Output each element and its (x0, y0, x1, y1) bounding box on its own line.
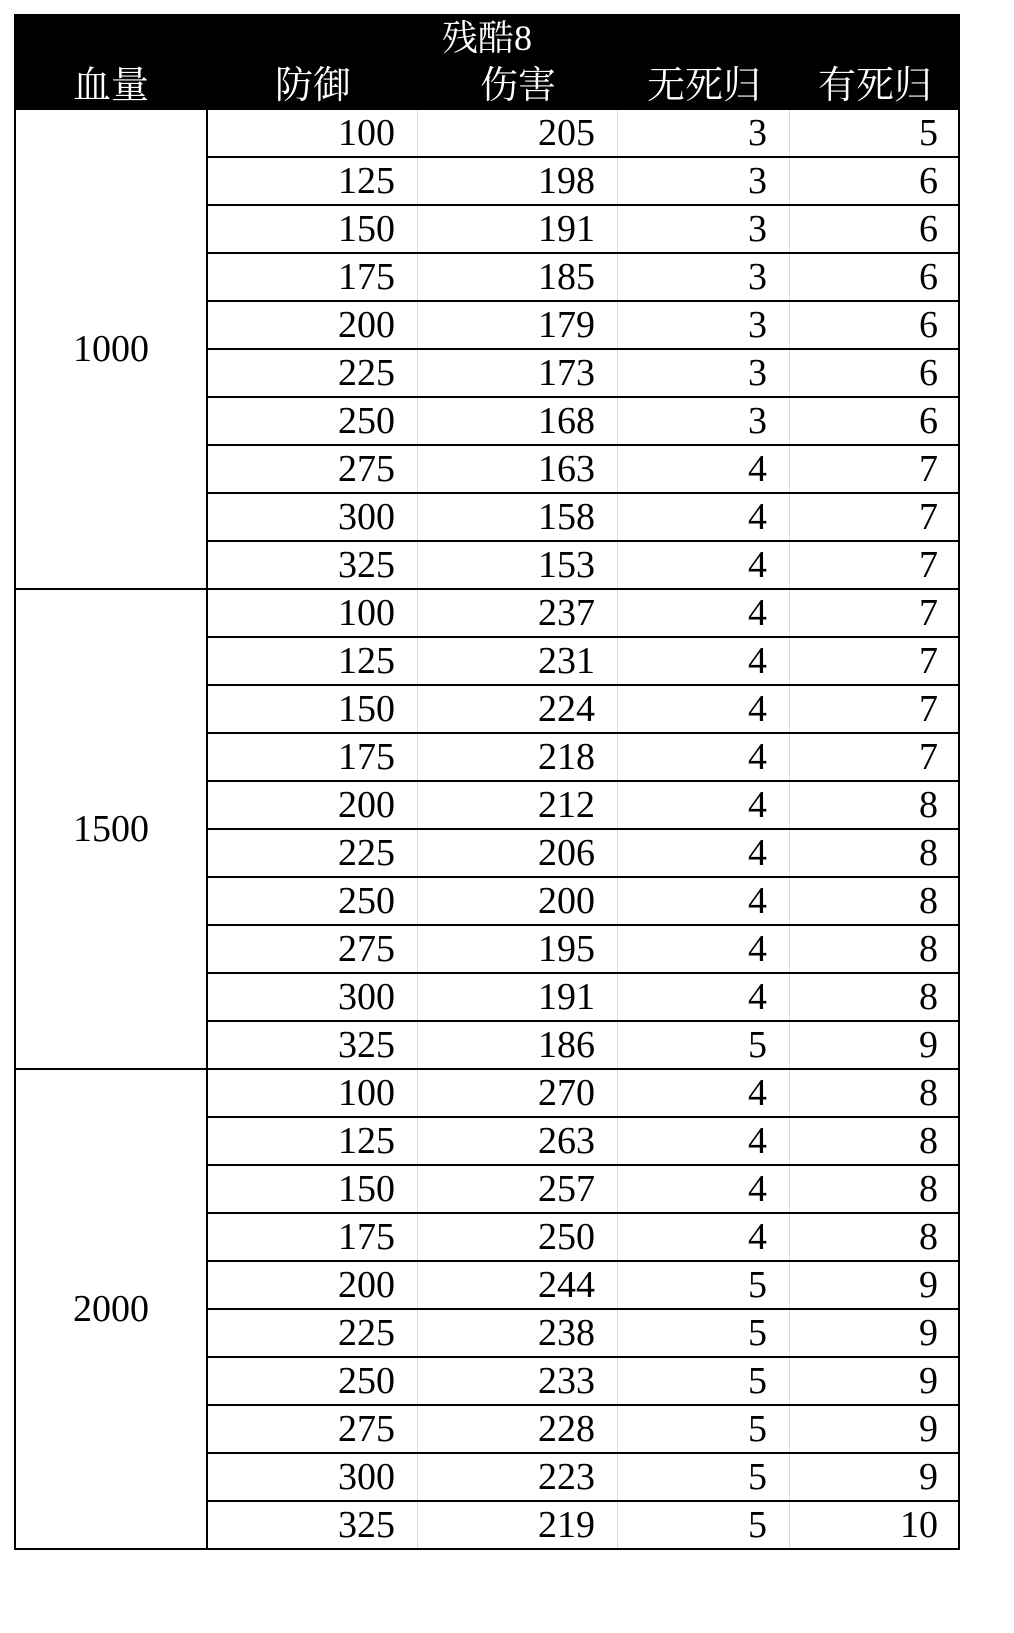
defense-cell: 150 (208, 1166, 418, 1212)
damage-cell: 257 (418, 1166, 618, 1212)
table-row (208, 1452, 960, 1500)
with-death-return-cell: 7 (919, 592, 938, 634)
defense-cell: 300 (208, 494, 418, 540)
damage-cell: 198 (418, 158, 618, 204)
damage-cell: 237 (418, 590, 618, 636)
with-death-return-cell: 9 (919, 1312, 938, 1354)
no-death-return-cell: 5 (618, 1262, 790, 1308)
table-row (208, 924, 960, 972)
damage-cell: 186 (418, 1022, 618, 1068)
group-rows (208, 1070, 960, 1548)
defense-cell: 300 (208, 974, 418, 1020)
damage-cell: 250 (418, 1214, 618, 1260)
defense-cell: 175 (208, 254, 418, 300)
defense-cell: 325 (208, 1502, 418, 1548)
with-death-return-cell: 6 (919, 256, 938, 298)
no-death-return-cell: 4 (618, 734, 790, 780)
table-row (208, 492, 960, 540)
table-row (208, 204, 960, 252)
data-table (14, 14, 960, 1550)
header-damage: 伤害 (479, 65, 556, 107)
defense-cell: 175 (208, 1214, 418, 1260)
no-death-return-cell: 3 (618, 254, 790, 300)
with-death-return-cell: 8 (919, 832, 938, 874)
damage-cell: 219 (418, 1502, 618, 1548)
table-row (208, 590, 960, 636)
damage-cell: 270 (418, 1070, 618, 1116)
no-death-return-cell: 3 (618, 206, 790, 252)
damage-cell: 153 (418, 542, 618, 588)
damage-cell: 205 (418, 110, 618, 156)
no-death-return-cell: 3 (618, 350, 790, 396)
with-death-return-cell: 6 (919, 400, 938, 442)
defense-cell: 100 (208, 1070, 418, 1116)
no-death-return-cell: 4 (618, 926, 790, 972)
table-row (208, 300, 960, 348)
damage-cell: 200 (418, 878, 618, 924)
defense-cell: 175 (208, 734, 418, 780)
defense-cell: 125 (208, 1118, 418, 1164)
with-death-return-cell: 8 (919, 784, 938, 826)
table-row (208, 540, 960, 588)
with-death-return-cell: 9 (919, 1264, 938, 1306)
table-row (208, 1356, 960, 1404)
table-row (208, 1164, 960, 1212)
damage-cell: 224 (418, 686, 618, 732)
with-death-return-cell: 7 (919, 544, 938, 586)
with-death-return-cell: 6 (919, 208, 938, 250)
header-defense: 防御 (274, 65, 351, 107)
defense-cell: 250 (208, 398, 418, 444)
with-death-return-cell: 7 (919, 448, 938, 490)
with-death-return-cell: 8 (919, 1168, 938, 1210)
with-death-return-cell: 7 (919, 688, 938, 730)
with-death-return-cell: 9 (919, 1024, 938, 1066)
table-row (208, 972, 960, 1020)
defense-cell: 150 (208, 686, 418, 732)
table-row (208, 1260, 960, 1308)
no-death-return-cell: 5 (618, 1502, 790, 1548)
damage-cell: 238 (418, 1310, 618, 1356)
with-death-return-cell: 8 (919, 1072, 938, 1114)
header-row (14, 62, 960, 110)
with-death-return-cell: 7 (919, 496, 938, 538)
header-hp: 血量 (72, 65, 149, 107)
no-death-return-cell: 5 (618, 1406, 790, 1452)
defense-cell: 275 (208, 446, 418, 492)
damage-cell: 263 (418, 1118, 618, 1164)
table-row (208, 396, 960, 444)
no-death-return-cell: 5 (618, 1454, 790, 1500)
no-death-return-cell: 3 (618, 398, 790, 444)
defense-cell: 325 (208, 542, 418, 588)
defense-cell: 225 (208, 830, 418, 876)
damage-cell: 218 (418, 734, 618, 780)
damage-cell: 231 (418, 638, 618, 684)
no-death-return-cell: 4 (618, 1166, 790, 1212)
no-death-return-cell: 5 (618, 1022, 790, 1068)
hp-cell: 1500 (16, 590, 208, 1068)
group-rows (208, 110, 960, 588)
damage-cell: 244 (418, 1262, 618, 1308)
no-death-return-cell: 4 (618, 638, 790, 684)
defense-cell: 225 (208, 350, 418, 396)
defense-cell: 275 (208, 1406, 418, 1452)
table-row (208, 1212, 960, 1260)
damage-cell: 168 (418, 398, 618, 444)
damage-cell: 158 (418, 494, 618, 540)
with-death-return-cell: 5 (919, 112, 938, 154)
with-death-return-cell: 8 (919, 1120, 938, 1162)
group-rows (208, 590, 960, 1068)
no-death-return-cell: 4 (618, 1118, 790, 1164)
no-death-return-cell: 5 (618, 1358, 790, 1404)
defense-cell: 275 (208, 926, 418, 972)
no-death-return-cell: 4 (618, 494, 790, 540)
damage-cell: 223 (418, 1454, 618, 1500)
table-body (14, 110, 960, 1550)
with-death-return-cell: 7 (919, 640, 938, 682)
with-death-return-cell: 6 (919, 160, 938, 202)
table-row (208, 156, 960, 204)
no-death-return-cell: 4 (618, 1214, 790, 1260)
damage-cell: 195 (418, 926, 618, 972)
no-death-return-cell: 4 (618, 1070, 790, 1116)
table-row (208, 876, 960, 924)
no-death-return-cell: 4 (618, 878, 790, 924)
with-death-return-cell: 10 (900, 1504, 938, 1546)
defense-cell: 100 (208, 590, 418, 636)
damage-cell: 206 (418, 830, 618, 876)
table-row (208, 1116, 960, 1164)
table-row (208, 636, 960, 684)
defense-cell: 125 (208, 638, 418, 684)
damage-cell: 191 (418, 974, 618, 1020)
no-death-return-cell: 3 (618, 110, 790, 156)
table-row (208, 828, 960, 876)
table-row (208, 1070, 960, 1116)
no-death-return-cell: 4 (618, 590, 790, 636)
defense-cell: 200 (208, 1262, 418, 1308)
table-row (208, 110, 960, 156)
table-row (208, 348, 960, 396)
table-row (208, 252, 960, 300)
no-death-return-cell: 5 (618, 1310, 790, 1356)
damage-cell: 179 (418, 302, 618, 348)
defense-cell: 200 (208, 782, 418, 828)
damage-cell: 173 (418, 350, 618, 396)
table-row (208, 1500, 960, 1548)
no-death-return-cell: 4 (618, 974, 790, 1020)
defense-cell: 300 (208, 1454, 418, 1500)
with-death-return-cell: 9 (919, 1408, 938, 1450)
table-row (208, 1308, 960, 1356)
damage-cell: 191 (418, 206, 618, 252)
hp-cell: 1000 (16, 110, 208, 588)
with-death-return-cell: 8 (919, 880, 938, 922)
hp-cell: 2000 (16, 1070, 208, 1548)
table-row (208, 444, 960, 492)
with-death-return-cell: 7 (919, 736, 938, 778)
damage-cell: 233 (418, 1358, 618, 1404)
with-death-return-cell: 6 (919, 352, 938, 394)
no-death-return-cell: 3 (618, 158, 790, 204)
damage-cell: 212 (418, 782, 618, 828)
table-row (208, 732, 960, 780)
hp-group (16, 1068, 958, 1548)
defense-cell: 325 (208, 1022, 418, 1068)
hp-group (16, 588, 958, 1068)
with-death-return-cell: 8 (919, 976, 938, 1018)
defense-cell: 150 (208, 206, 418, 252)
table-title: 残酷8 (14, 14, 960, 62)
no-death-return-cell: 4 (618, 686, 790, 732)
no-death-return-cell: 4 (618, 446, 790, 492)
no-death-return-cell: 4 (618, 782, 790, 828)
header-no-death-return: 无死归 (646, 65, 761, 107)
defense-cell: 100 (208, 110, 418, 156)
damage-cell: 228 (418, 1406, 618, 1452)
with-death-return-cell: 9 (919, 1456, 938, 1498)
damage-cell: 163 (418, 446, 618, 492)
defense-cell: 250 (208, 1358, 418, 1404)
table-row (208, 1020, 960, 1068)
table-row (208, 1404, 960, 1452)
table-row (208, 684, 960, 732)
no-death-return-cell: 4 (618, 542, 790, 588)
damage-cell: 185 (418, 254, 618, 300)
header-with-death-return: 有死归 (817, 65, 932, 107)
with-death-return-cell: 6 (919, 304, 938, 346)
table-row (208, 780, 960, 828)
defense-cell: 200 (208, 302, 418, 348)
with-death-return-cell: 8 (919, 1216, 938, 1258)
defense-cell: 250 (208, 878, 418, 924)
with-death-return-cell: 8 (919, 928, 938, 970)
no-death-return-cell: 3 (618, 302, 790, 348)
no-death-return-cell: 4 (618, 830, 790, 876)
hp-group (16, 110, 958, 588)
defense-cell: 225 (208, 1310, 418, 1356)
defense-cell: 125 (208, 158, 418, 204)
with-death-return-cell: 9 (919, 1360, 938, 1402)
